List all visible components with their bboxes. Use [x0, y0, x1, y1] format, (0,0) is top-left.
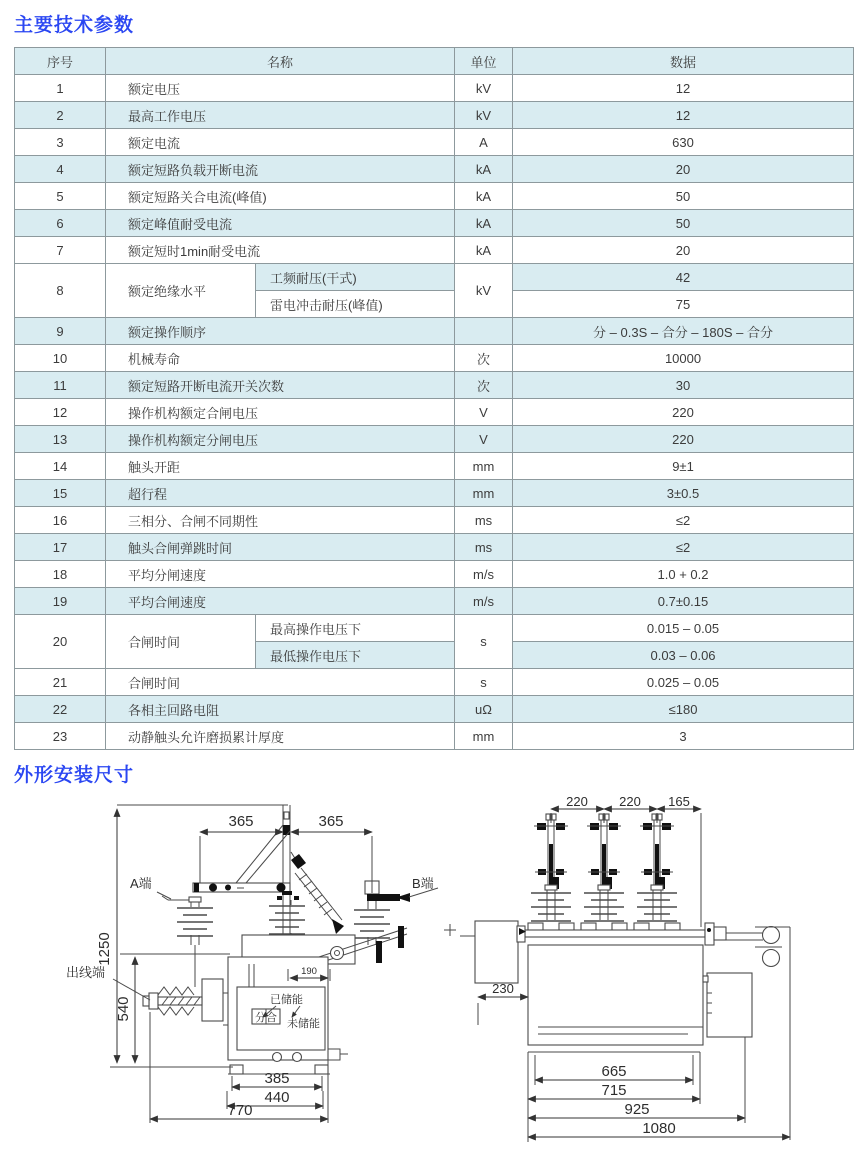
cell-name: 超行程 — [106, 480, 455, 507]
cell-name: 操作机构额定合闸电压 — [106, 399, 455, 426]
cell-name: 触头开距 — [106, 453, 455, 480]
cell-value: 0.03 – 0.06 — [513, 642, 854, 669]
section1-title: 主要技术参数 — [14, 15, 135, 36]
dim-190-label: 190 — [301, 966, 317, 977]
pole-unit-2 — [581, 814, 627, 932]
dim-925-label: 925 — [624, 1101, 650, 1118]
a-end-label: A端 — [130, 876, 152, 891]
cell-no: 2 — [15, 102, 106, 129]
cell-value: 220 — [513, 399, 854, 426]
cell-no: 15 — [15, 480, 106, 507]
cell-value: 0.025 – 0.05 — [513, 669, 854, 696]
cell-unit: kV — [455, 102, 513, 129]
cell-unit: s — [455, 669, 513, 696]
cell-value: 30 — [513, 372, 854, 399]
table-row — [15, 399, 854, 426]
table-row — [15, 534, 854, 561]
dim-540-label: 540 — [115, 996, 132, 1022]
cell-name: 额定短时1min耐受电流 — [106, 237, 455, 264]
cell-name: 额定短路关合电流(峰值) — [106, 183, 455, 210]
cell-name: 平均合闸速度 — [106, 588, 455, 615]
cell-unit: kA — [455, 183, 513, 210]
dim-715-label: 715 — [601, 1082, 627, 1099]
cell-sub-label: 最高操作电压下 — [256, 615, 455, 642]
cell-name: 额定峰值耐受电流 — [106, 210, 455, 237]
cell-unit: mm — [455, 480, 513, 507]
outline-drawings — [0, 797, 867, 1155]
table-row — [15, 102, 854, 129]
dim-230-label: 230 — [492, 981, 514, 996]
cell-unit: 次 — [455, 345, 513, 372]
cell-name: 额定绝缘水平 — [106, 264, 256, 318]
table-row — [15, 372, 854, 399]
dim-365-left-label: 365 — [228, 813, 254, 830]
cell-value: 分 – 0.3S – 合分 – 180S – 合分 — [513, 318, 854, 345]
cell-name: 平均分闸速度 — [106, 561, 455, 588]
cell-no: 12 — [15, 399, 106, 426]
pull-rod-insulator — [291, 852, 344, 934]
cell-unit: mm — [455, 723, 513, 750]
cell-unit: V — [455, 426, 513, 453]
cell-name: 额定电流 — [106, 129, 455, 156]
cell-no: 11 — [15, 372, 106, 399]
cell-value: 630 — [513, 129, 854, 156]
cell-name: 合闸时间 — [106, 615, 256, 669]
cell-name: 机械寿命 — [106, 345, 455, 372]
cell-unit — [455, 318, 513, 345]
dim-385-label: 385 — [264, 1070, 290, 1087]
cell-name: 合闸时间 — [106, 669, 455, 696]
cell-value: ≤180 — [513, 696, 854, 723]
cell-value: 12 — [513, 102, 854, 129]
cell-value: 3 — [513, 723, 854, 750]
top-dimensions — [551, 797, 701, 927]
table-row — [15, 453, 854, 480]
cell-no: 3 — [15, 129, 106, 156]
table-row — [15, 426, 854, 453]
cell-no: 7 — [15, 237, 106, 264]
cell-unit: mm — [455, 453, 513, 480]
table-row — [15, 183, 854, 210]
cell-unit: m/s — [455, 588, 513, 615]
cell-value: 0.7±0.15 — [513, 588, 854, 615]
cell-no: 17 — [15, 534, 106, 561]
cell-unit: kA — [455, 156, 513, 183]
insulator-center — [269, 891, 305, 937]
cell-name: 触头合闸弹跳时间 — [106, 534, 455, 561]
cell-no: 6 — [15, 210, 106, 237]
parameters-table — [14, 47, 854, 750]
table-row — [15, 318, 854, 345]
b-end-label: B端 — [412, 876, 434, 891]
cell-no: 10 — [15, 345, 106, 372]
cell-no: 18 — [15, 561, 106, 588]
cell-no: 16 — [15, 507, 106, 534]
cell-unit: uΩ — [455, 696, 513, 723]
cell-value: 50 — [513, 210, 854, 237]
table-row — [15, 561, 854, 588]
cell-no: 19 — [15, 588, 106, 615]
section2-title: 外形安装尺寸 — [14, 765, 135, 786]
dim-665-label: 665 — [601, 1063, 627, 1080]
cell-name: 额定短路开断电流开关次数 — [106, 372, 455, 399]
cell-value: 9±1 — [513, 453, 854, 480]
cell-value: 0.015 – 0.05 — [513, 615, 854, 642]
cell-unit: ms — [455, 534, 513, 561]
col-header-value: 数据 — [513, 48, 854, 75]
cell-value: 1.0 + 0.2 — [513, 561, 854, 588]
cell-no: 23 — [15, 723, 106, 750]
cell-no: 9 — [15, 318, 106, 345]
table-header-row — [15, 48, 854, 75]
outlet-end-label: 出线端 — [66, 965, 106, 980]
front-view-drawing — [460, 797, 867, 1155]
cell-name: 额定短路负载开断电流 — [106, 156, 455, 183]
cell-name: 额定电压 — [106, 75, 455, 102]
cell-no: 8 — [15, 264, 106, 318]
cell-value: 42 — [513, 264, 854, 291]
col-header-no: 序号 — [15, 48, 106, 75]
cell-unit: A — [455, 129, 513, 156]
cell-no: 22 — [15, 696, 106, 723]
cell-value: 20 — [513, 156, 854, 183]
table-row-8a — [15, 264, 854, 291]
cell-name: 各相主回路电阻 — [106, 696, 455, 723]
table-row — [15, 723, 854, 750]
cell-no: 14 — [15, 453, 106, 480]
insulator-b — [354, 901, 390, 945]
dim-1250-label: 1250 — [96, 932, 113, 966]
cell-name: 操作机构额定分闸电压 — [106, 426, 455, 453]
cell-value: 75 — [513, 291, 854, 318]
dim-165-label: 165 — [668, 797, 690, 809]
cell-no: 13 — [15, 426, 106, 453]
cell-sub-label: 工频耐压(干式) — [256, 264, 455, 291]
table-row — [15, 156, 854, 183]
cell-unit: V — [455, 399, 513, 426]
col-header-name: 名称 — [106, 48, 455, 75]
table-row — [15, 480, 854, 507]
cell-unit: kA — [455, 237, 513, 264]
cell-value: 3±0.5 — [513, 480, 854, 507]
table-row — [15, 210, 854, 237]
pole-unit-3 — [634, 814, 680, 932]
cell-unit: m/s — [455, 561, 513, 588]
cell-value: ≤2 — [513, 507, 854, 534]
cell-unit: ms — [455, 507, 513, 534]
table-row — [15, 507, 854, 534]
cell-value: 12 — [513, 75, 854, 102]
open-close-label: 分合 — [255, 1012, 277, 1024]
charged-label: 已储能 — [270, 994, 303, 1006]
dim-1080-label: 1080 — [642, 1120, 676, 1137]
dim-365-right-label: 365 — [318, 813, 344, 830]
cell-name: 动静触头允许磨损累计厚度 — [106, 723, 455, 750]
table-row — [15, 129, 854, 156]
table-row-20a — [15, 615, 854, 642]
dim-440-label: 440 — [264, 1089, 290, 1106]
cell-no: 5 — [15, 183, 106, 210]
cell-unit: 次 — [455, 372, 513, 399]
cell-sub-label: 雷电冲击耐压(峰值) — [256, 291, 455, 318]
cell-unit: kV — [455, 264, 513, 318]
uncharged-label: 未储能 — [287, 1018, 320, 1030]
cell-no: 1 — [15, 75, 106, 102]
cell-unit: kA — [455, 210, 513, 237]
table-row — [15, 345, 854, 372]
insulator-a — [177, 897, 213, 987]
cell-value: 50 — [513, 183, 854, 210]
cell-value: ≤2 — [513, 534, 854, 561]
table-row — [15, 588, 854, 615]
cell-no: 4 — [15, 156, 106, 183]
dim-220b-label: 220 — [619, 797, 641, 809]
cell-name: 最高工作电压 — [106, 102, 455, 129]
cell-no: 20 — [15, 615, 106, 669]
table-row — [15, 237, 854, 264]
cell-sub-label: 最低操作电压下 — [256, 642, 455, 669]
cell-unit: kV — [455, 75, 513, 102]
table-row — [15, 75, 854, 102]
pole-unit-1 — [528, 814, 574, 932]
cell-value: 10000 — [513, 345, 854, 372]
side-view-drawing — [0, 797, 460, 1155]
table-row — [15, 696, 854, 723]
cell-value: 220 — [513, 426, 854, 453]
cell-unit: s — [455, 615, 513, 669]
dim-770-label: 770 — [227, 1102, 253, 1119]
cell-no: 21 — [15, 669, 106, 696]
dim-220a-label: 220 — [566, 797, 588, 809]
col-header-unit: 单位 — [455, 48, 513, 75]
table-row — [15, 669, 854, 696]
cell-name: 额定操作顺序 — [106, 318, 455, 345]
cell-value: 20 — [513, 237, 854, 264]
cell-name: 三相分、合闸不同期性 — [106, 507, 455, 534]
